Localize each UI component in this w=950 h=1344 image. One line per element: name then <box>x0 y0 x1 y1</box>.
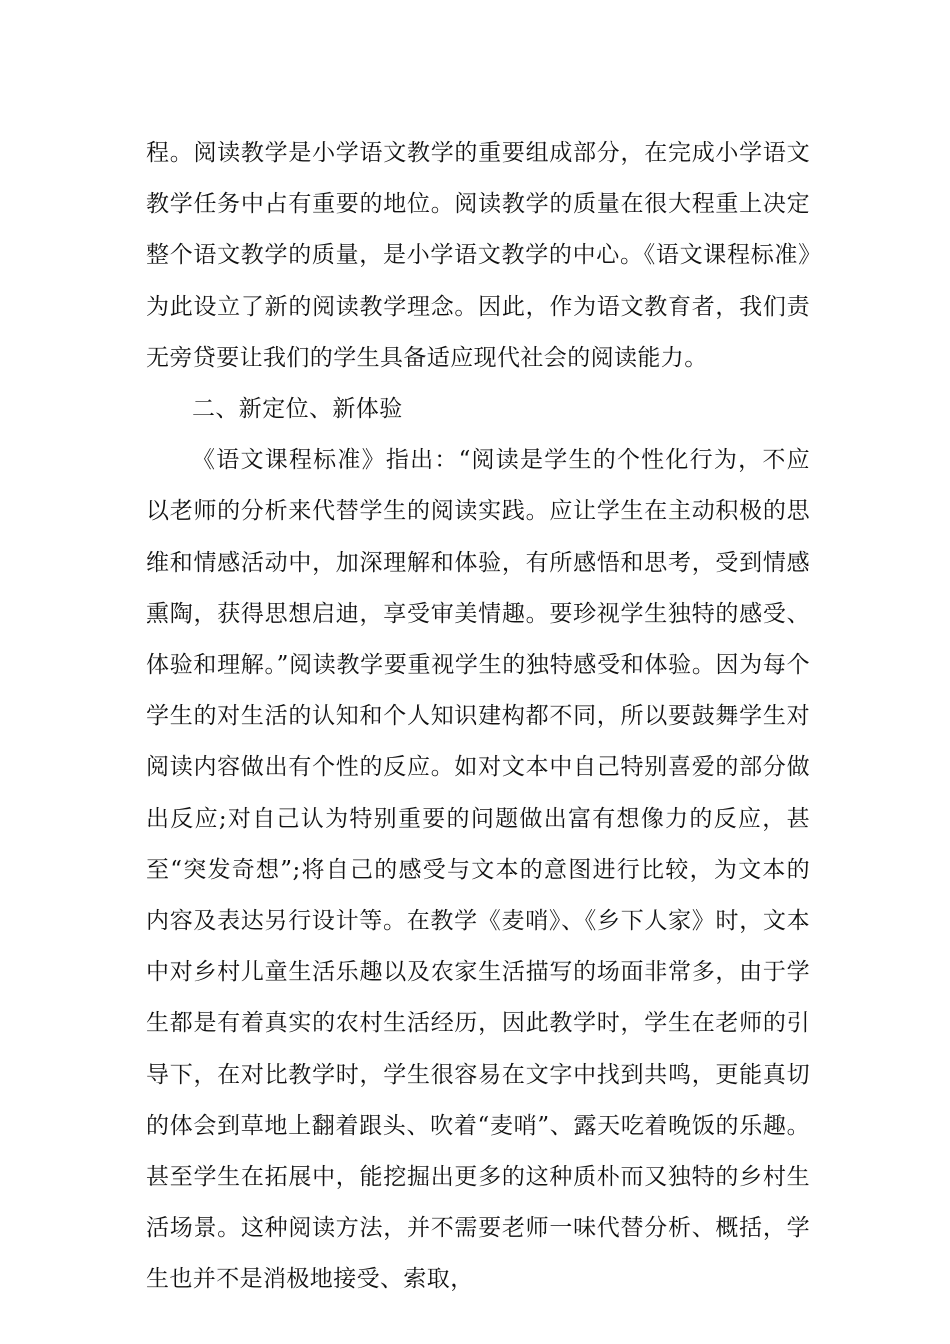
section-heading: 二、新定位、新体验 <box>192 396 403 423</box>
paragraph-main: 《语文课程标准》指出：“阅读是学生的个性化行为，不应以老师的分析来代替学生的阅读实践。应让学生在主动积极的思维和情感活动中，加深理解和体验，有所感悟和思考，受到情感熏陶，获得思想启迪，享受审美情趣。要珍视学生独特的感受、体验和理解。”阅读教学要重视学生的独特感受和体验。因为每个学生的对生活的认知和个人知识建构都不同，所以要鼓舞学生对阅读内容做出有个性的反应。如对文本中自己特别喜爱的部分做出反应;对自己认为特别重要的问题做出富有想像力的反应，甚至“突发奇想”;将自己的感受与文本的意图进行比较，为文本的内容及表达另行设计等。在教学《麦哨》、《乡下人家》时，文本中对乡村儿童生活乐趣以及农家生活描写的场面非常多，由于学生都是有着真实的农村生活经历，因此教学时，学生在老师的引导下，在对比教学时，学生很容易在文字中找到共鸣，更能真切的体会到草地上翻着跟头、吹着“麦哨”、露天吃着晚饭的乐趣。甚至学生在拓展中，能挖掘出更多的这种质朴而又独特的乡村生活场景。这种阅读方法，并不需要老师一味代替分析、概括，学生也并不是消极地接受、索取， <box>146 447 810 1293</box>
paragraph-continued: 程。阅读教学是小学语文教学的重要组成部分，在完成小学语文教学任务中占有重要的地位。阅读教学的质量在很大程重上决定整个语文教学的质量，是小学语文教学的中心。《语文课程标准》为此设立了新的阅读教学理念。因此，作为语文教育者，我们责无旁贷要让我们的学生具备适应现代社会的阅读能力。 <box>146 140 810 371</box>
document-body <box>146 128 810 1306</box>
